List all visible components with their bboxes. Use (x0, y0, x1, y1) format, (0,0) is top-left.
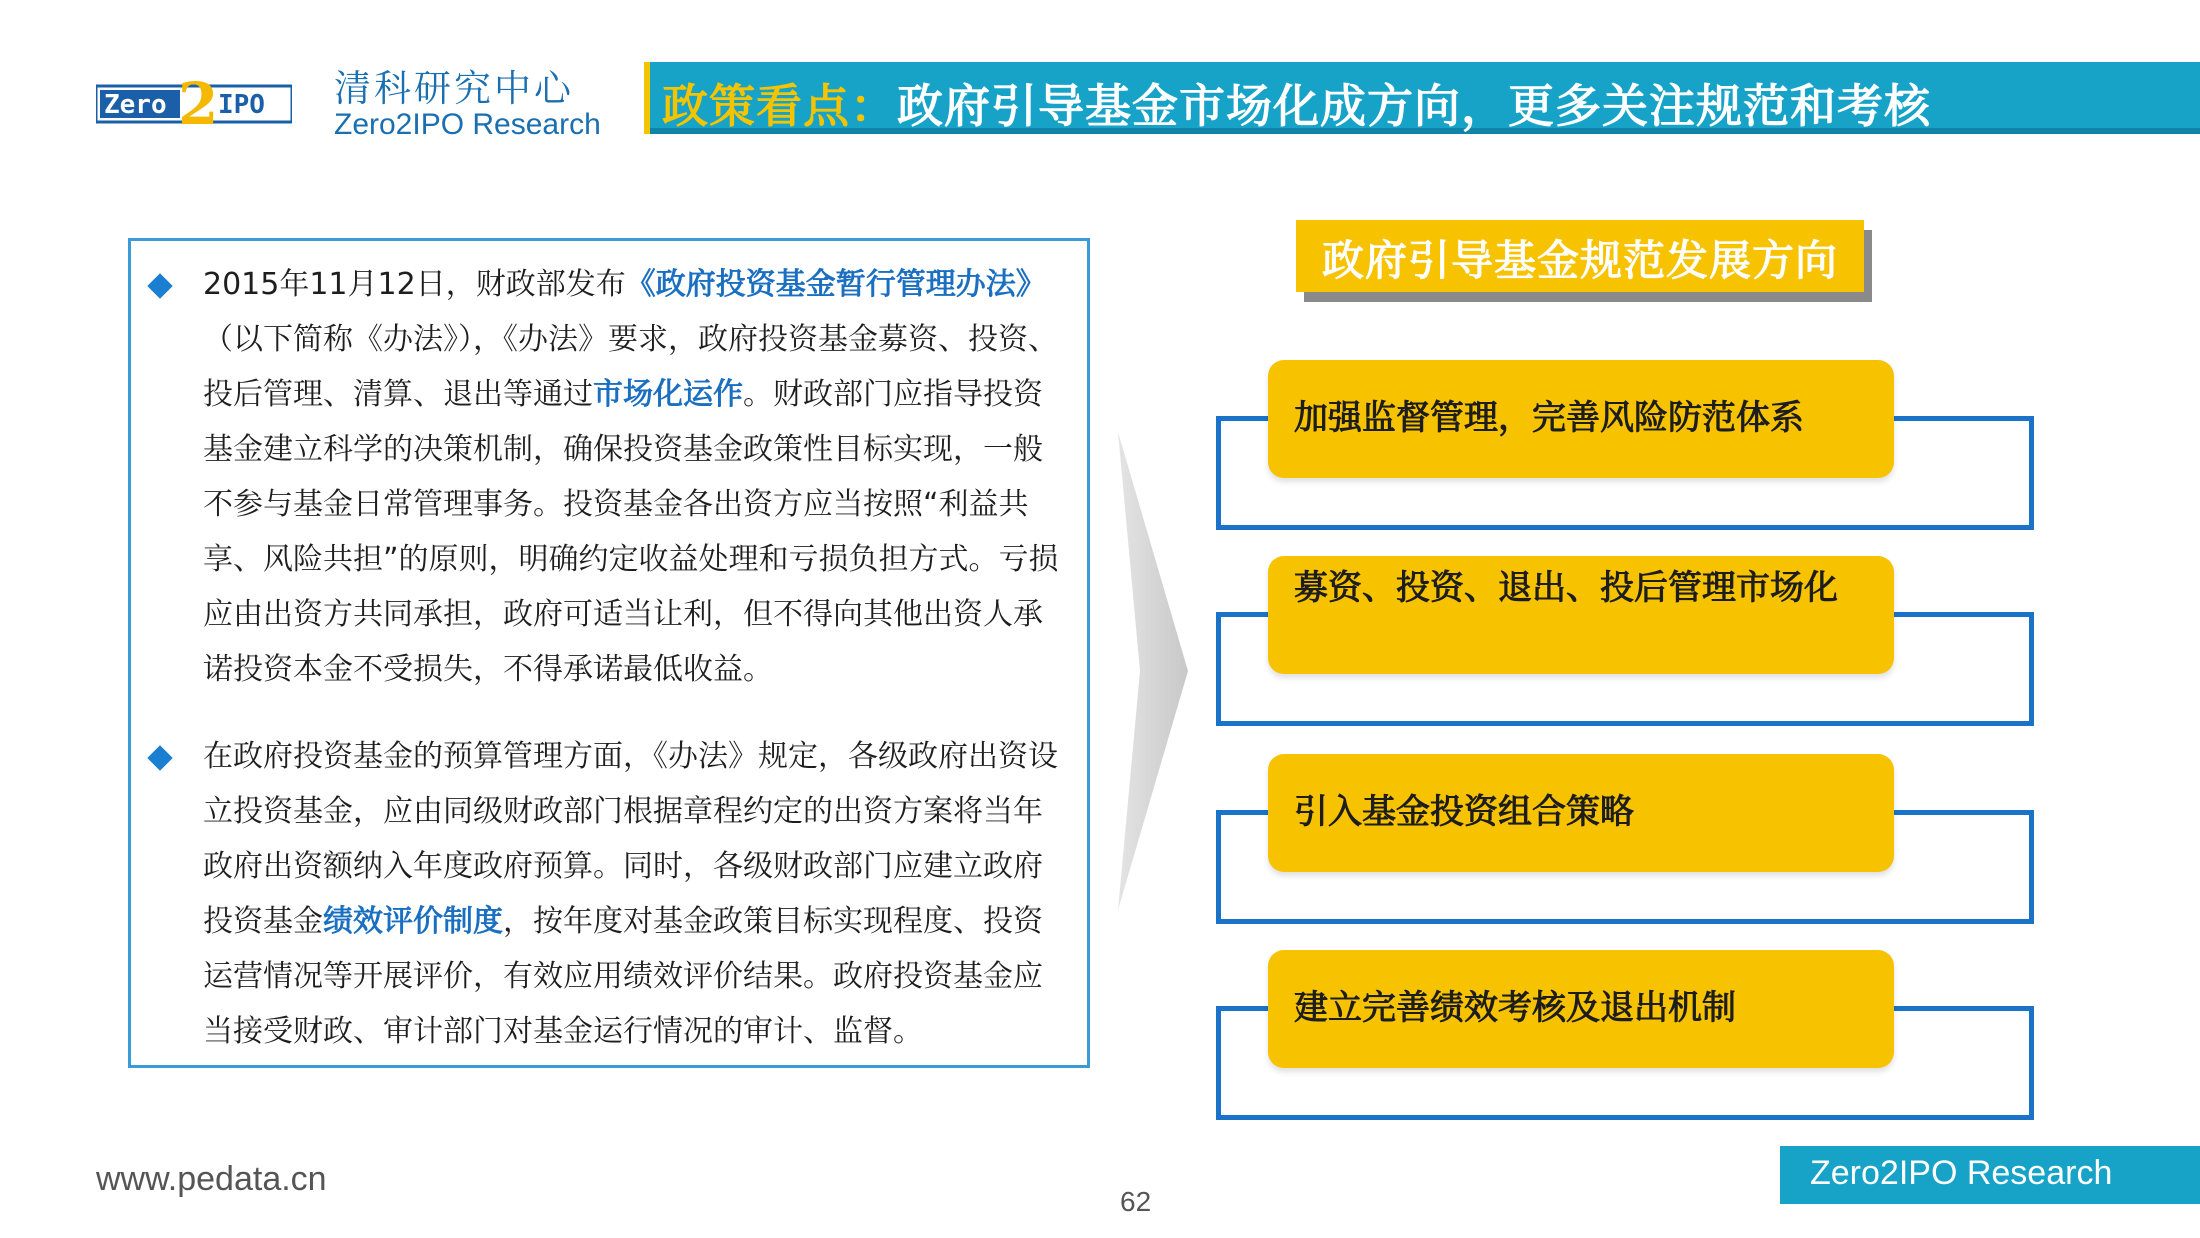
title-accent (644, 62, 650, 134)
footer-brand-text: Zero2IPO Research (1810, 1154, 2113, 1192)
logo-text-mid: 2 (178, 72, 219, 132)
title-bar (644, 62, 2200, 134)
footer-brand-box (1780, 1146, 2200, 1204)
direction-item-label: 引入基金投资组合策略 (1294, 792, 1634, 832)
direction-item-label: 募资、投资、退出、投后管理市场化 (1294, 568, 1838, 608)
policy-text-panel (128, 238, 1090, 1068)
direction-item-label: 建立完善绩效考核及退出机制 (1294, 988, 1736, 1028)
brand-name-en: Zero2IPO Research (334, 108, 601, 141)
footer-url[interactable]: www.pedata.cn (96, 1160, 327, 1198)
chevron-right-icon (1118, 432, 1188, 910)
p1-emphasis-1: 《政府投资基金暂行管理办法》 (625, 267, 1046, 302)
p1-text-2: （以下简称《办法》），《办法》要求，政府投资基金募资、投资、投后管理、清算、退出等通过 (203, 322, 1058, 412)
p2-emphasis-1: 绩效评价制度 (323, 904, 503, 939)
direction-item-2 (1268, 556, 1894, 674)
page-title (662, 70, 1931, 136)
diamond-bullet-icon (147, 745, 172, 770)
directions-heading-box (1296, 220, 1864, 292)
p1-text-3: 。财政部门应指导投资基金建立科学的决策机制，确保投资基金政策性目标实现，一般不参与基金日常管理事务。投资基金各出资方应当按照“利益共享、风险共担”的原则，明确约定收益处理和亏损负担方式。亏损应由出资方共同承担，政府可适当让利，但不得向其他出资人承诺投资本金不受损失，不得承诺最低收益。 (203, 377, 1059, 687)
p2-text-1: 在政府投资基金的预算管理方面，《办法》规定，各级政府出资设立投资基金，应由同级财政部门根据章程约定的出资方案将当年政府出资额纳入年度政府预算。同时，各级财政部门应建立政府投资基金 (203, 739, 1058, 939)
title-prefix: 政策看点： (662, 79, 897, 133)
direction-item-4 (1268, 950, 1894, 1068)
p1-emphasis-2: 市场化运作 (593, 377, 743, 412)
p1-text-1: 2015年11月12日，财政部发布 (203, 267, 626, 302)
logo-text-left: Zero (104, 90, 167, 120)
directions-heading: 政府引导基金规范发展方向 (1321, 236, 1838, 285)
paragraph-1 (203, 257, 1063, 697)
page-number: 62 (1120, 1186, 1152, 1217)
direction-item-3 (1268, 754, 1894, 872)
p2-text-2: ，按年度对基金政策目标实现程度、投资运营情况等开展评价，有效应用绩效评价结果。政府投资基金应当接受财政、审计部门对基金运行情况的审计、监督。 (203, 904, 1043, 1049)
diamond-bullet-icon (147, 273, 172, 298)
zero2ipo-logo (96, 72, 292, 132)
title-main: 政府引导基金市场化成方向，更多关注规范和考核 (897, 79, 1931, 133)
direction-item-label: 加强监督管理，完善风险防范体系 (1294, 398, 1804, 438)
brand-name-cn: 清科研究中心 (334, 67, 574, 110)
paragraph-2 (203, 729, 1063, 1059)
direction-item-1 (1268, 360, 1894, 478)
logo-text-right: IPO (218, 90, 265, 120)
